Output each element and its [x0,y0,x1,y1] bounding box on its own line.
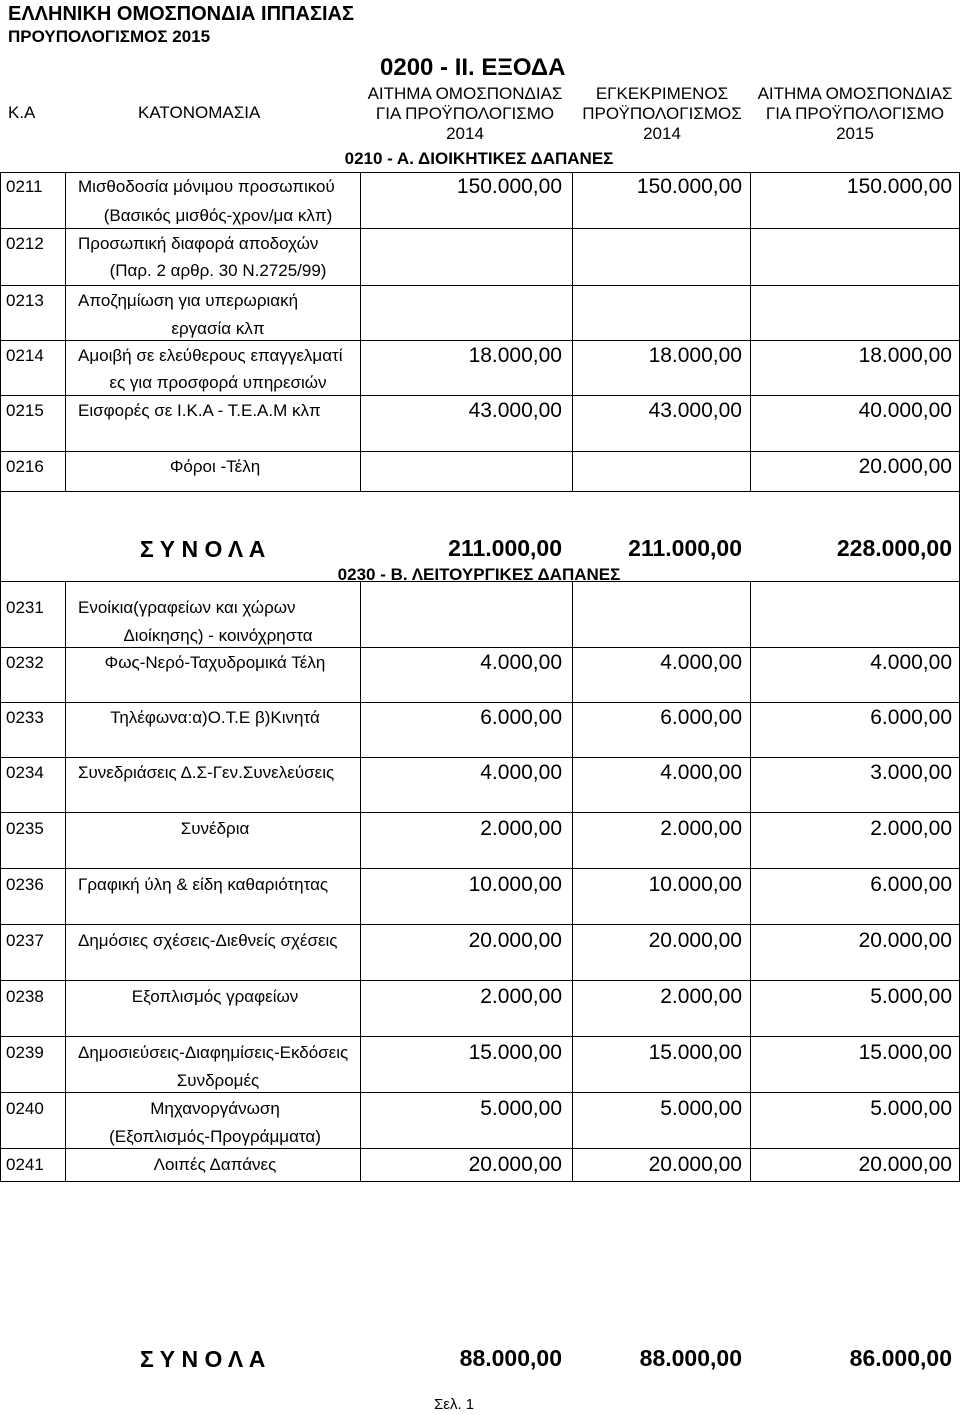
row-label: Ενοίκια(γραφείων και χώρων [78,598,296,617]
row-code: 0241 [6,1155,44,1174]
header-request-2015: ΑΙΤΗΜΑ ΟΜΟΣΠΟΝΔΙΑΣ ΓΙΑ ΠΡΟΫΠΟΛΟΓΙΣΜΟ 2015 [757,84,953,143]
row-label: Δημοσιεύσεις-Διαφημίσεις-Εκδόσεις [78,1043,349,1062]
grid-line [750,172,751,492]
row-code: 0235 [6,819,44,838]
row-label: Αμοιβή σε ελεύθερους επαγγελματί [78,346,343,365]
row-label: Συνέδρια [180,819,250,838]
grid-line [0,451,960,452]
section-title: 0200 - ΙΙ. ΕΞΟΔΑ [380,54,566,81]
row-value-request-2015: 15.000,00 [858,1041,952,1064]
grid-line [0,491,960,492]
grid-line [0,647,960,648]
row-label: Φως-Νερό-Ταχυδρομικά Τέλη [104,653,326,672]
row-code: 0215 [6,401,44,420]
row-value-approved-2014: 4.000,00 [660,651,742,674]
row-value-request-2015: 6.000,00 [870,873,952,896]
grid-line [0,812,960,813]
row-value-request-2015: 20.000,00 [858,1153,952,1176]
grid-line [0,757,960,758]
grid-line [572,581,573,1181]
row-value-approved-2014: 15.000,00 [648,1041,742,1064]
row-label: Γραφική ύλη & είδη καθαριότητας [78,875,329,894]
row-value-request-2014: 43.000,00 [468,399,562,422]
header-approved-2014: ΕΓΚΕΚΡΙΜΕΝΟΣ ΠΡΟΫΠΟΛΟΓΙΣΜΟΣ 2014 [582,84,742,143]
row-label: Συνεδριάσεις Δ.Σ-Γεν.Συνελεύσεις [78,763,335,782]
row-code: 0237 [6,931,44,950]
row-value-request-2014: 2.000,00 [480,817,562,840]
row-value-request-2014: 4.000,00 [480,651,562,674]
row-value-request-2014: 6.000,00 [480,706,562,729]
row-label-continued: (Εξοπλισμός-Προγράμματα) [109,1127,321,1146]
row-value-request-2014: 15.000,00 [468,1041,562,1064]
row-value-approved-2014: 6.000,00 [660,706,742,729]
grid-line [0,172,960,173]
row-label: Φόροι -Τέλη [169,457,261,476]
header-ka: Κ.Α [8,103,36,122]
row-label-continued: ες για προσφορά υπηρεσιών [109,373,327,392]
row-value-approved-2014: 150.000,00 [636,175,742,198]
row-value-request-2014: 18.000,00 [468,344,562,367]
row-value-request-2014: 10.000,00 [468,873,562,896]
row-value-approved-2014: 4.000,00 [660,761,742,784]
row-value-approved-2014: 20.000,00 [648,929,742,952]
org-title: ΕΛΛΗΝΙΚΗ ΟΜΟΣΠΟΝΔΙΑ ΙΠΠΑΣΙΑΣ [8,3,354,25]
grid-line [0,1148,960,1149]
grid-line [572,172,573,492]
section-a-title: 0210 - Α. ΔΙΟΙΚΗΤΙΚΕΣ ΔΑΠΑΝΕΣ [344,149,614,168]
row-label: Μηχανοργάνωση [150,1099,280,1118]
row-value-request-2015: 20.000,00 [858,929,952,952]
row-label: Λοιπές Δαπάνες [153,1155,277,1174]
grid-line [0,868,960,869]
row-value-request-2014: 5.000,00 [480,1097,562,1120]
row-label-continued: Διοίκησης) - κοινόχρηστα [123,626,313,645]
grid-line [0,1036,960,1037]
row-label: Δημόσιες σχέσεις-Διεθνείς σχέσεις [78,931,338,950]
row-code: 0211 [6,177,43,196]
row-label-continued: Συνδρομές [176,1071,260,1090]
row-value-request-2015: 2.000,00 [870,817,952,840]
row-value-approved-2014: 43.000,00 [648,399,742,422]
row-code: 0231 [6,598,44,617]
row-value-request-2015: 150.000,00 [846,175,952,198]
section-b-total-v3: 86.000,00 [849,1345,952,1371]
row-value-request-2015: 18.000,00 [858,344,952,367]
row-value-request-2015: 5.000,00 [870,985,952,1008]
row-value-request-2014: 20.000,00 [468,1153,562,1176]
row-value-request-2014: 4.000,00 [480,761,562,784]
grid-line [0,924,960,925]
row-label-continued: (Παρ. 2 αρθρ. 30 Ν.2725/99) [109,261,327,280]
grid-line [0,172,1,492]
grid-line [0,491,1,581]
row-label: Μισθοδοσία μόνιμου προσωπικού [78,177,335,196]
row-code: 0216 [6,457,44,476]
row-label: Εξοπλισμός γραφείων [131,987,299,1006]
row-label-continued: (Βασικός μισθός-χρον/μα κλπ) [103,206,333,225]
grid-line [750,581,751,1181]
grid-line [0,1181,960,1182]
row-label: Εισφορές σε Ι.Κ.Α - Τ.Ε.Α.Μ κλπ [78,401,321,420]
section-a-total-v1: 211.000,00 [448,535,562,561]
row-value-request-2015: 5.000,00 [870,1097,952,1120]
row-code: 0238 [6,987,44,1006]
section-b-title: 0230 - Β. ΛΕΙΤΟΥΡΓΙΚΕΣ ΔΑΠΑΝΕΣ [337,565,621,584]
grid-line [0,228,960,229]
section-a-total-v3: 228.000,00 [836,535,952,561]
row-label-continued: εργασία κλπ [171,319,265,338]
grid-line [0,980,960,981]
header-name: ΚΑΤΟΝΟΜΑΣΙΑ [138,103,261,122]
row-value-request-2015: 3.000,00 [870,761,952,784]
row-code: 0236 [6,875,44,894]
section-a-total-label: Σ Υ Ν Ο Λ Α [140,536,266,562]
section-a-total-v2: 211.000,00 [628,535,742,561]
row-value-approved-2014: 18.000,00 [648,344,742,367]
row-label: Προσωπική διαφορά αποδοχών [78,234,319,253]
row-code: 0239 [6,1043,44,1062]
row-value-approved-2014: 5.000,00 [660,1097,742,1120]
row-label: Αποζημίωση για υπερωριακή [78,291,299,310]
header-request-2014: ΑΙΤΗΜΑ ΟΜΟΣΠΟΝΔΙΑΣ ΓΙΑ ΠΡΟΫΠΟΛΟΓΙΣΜΟ 2014 [367,84,563,143]
grid-line [0,702,960,703]
page-number: Σελ. 1 [434,1396,475,1413]
grid-line [0,285,960,286]
section-b-total-v2: 88.000,00 [639,1345,742,1371]
section-b-total-label: Σ Υ Ν Ο Λ Α [140,1346,266,1372]
grid-line [65,172,66,492]
row-value-approved-2014: 2.000,00 [660,817,742,840]
doc-subtitle: ΠΡΟΥΠΟΛΟΓΙΣΜΟΣ 2015 [8,27,211,46]
row-code: 0234 [6,763,44,782]
grid-line [360,172,361,492]
grid-line [0,395,960,396]
row-value-approved-2014: 2.000,00 [660,985,742,1008]
grid-line [0,1092,960,1093]
section-b-total-v1: 88.000,00 [459,1345,562,1371]
row-code: 0213 [6,291,44,310]
row-value-request-2015: 6.000,00 [870,706,952,729]
row-code: 0240 [6,1099,44,1118]
row-value-approved-2014: 20.000,00 [648,1153,742,1176]
grid-line [65,581,66,1181]
grid-line [0,340,960,341]
grid-line [360,581,361,1181]
grid-line [0,581,1,1181]
row-value-request-2015: 4.000,00 [870,651,952,674]
row-value-approved-2014: 10.000,00 [648,873,742,896]
row-code: 0212 [6,234,44,253]
row-value-request-2014: 20.000,00 [468,929,562,952]
row-code: 0232 [6,653,44,672]
row-label: Τηλέφωνα:α)Ο.Τ.Ε β)Κινητά [110,708,320,727]
row-code: 0214 [6,346,44,365]
row-value-request-2015: 20.000,00 [858,455,952,478]
row-value-request-2014: 2.000,00 [480,985,562,1008]
row-value-request-2015: 40.000,00 [858,399,952,422]
row-value-request-2014: 150.000,00 [456,175,562,198]
row-code: 0233 [6,708,44,727]
